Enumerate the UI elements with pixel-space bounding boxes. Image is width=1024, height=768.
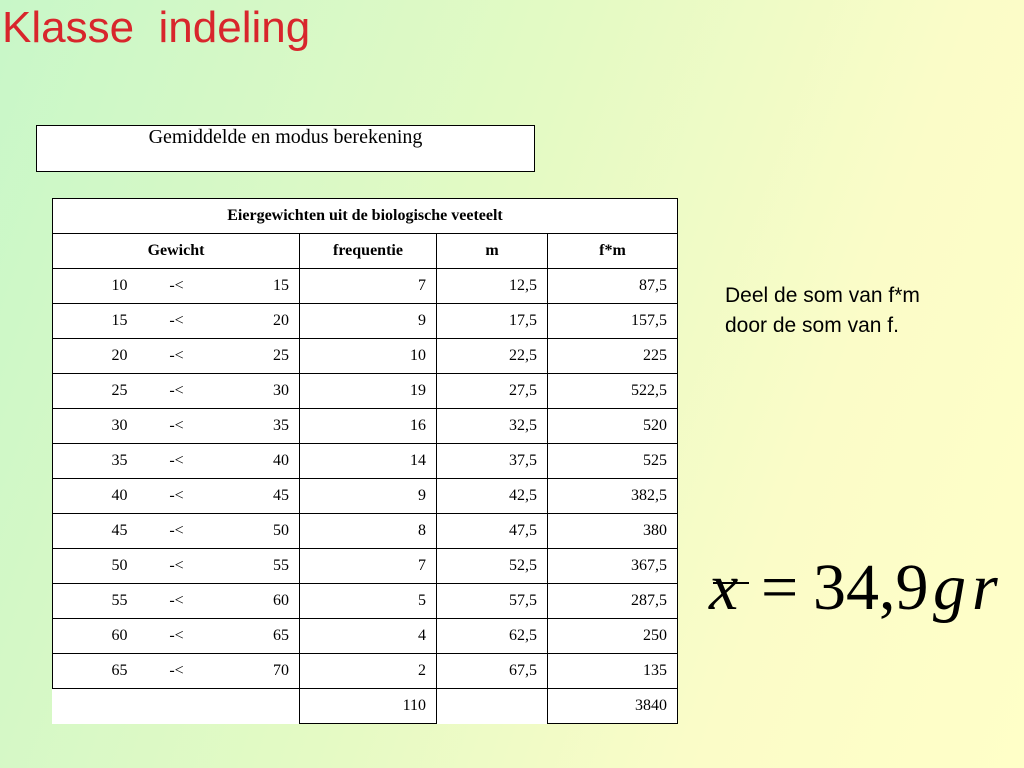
class-lower: 65 bbox=[53, 654, 138, 689]
class-lower: 10 bbox=[53, 269, 138, 304]
subtitle-box bbox=[36, 125, 535, 172]
class-lower: 30 bbox=[53, 409, 138, 444]
midpoint-cell: 32,5 bbox=[437, 409, 548, 444]
mean-value: 34,9 bbox=[813, 551, 929, 624]
class-upper: 50 bbox=[216, 514, 300, 549]
slide-title: Klasse indeling bbox=[2, 3, 311, 52]
class-upper: 20 bbox=[216, 304, 300, 339]
class-separator: -< bbox=[138, 479, 216, 514]
table-row bbox=[53, 479, 678, 514]
table-row bbox=[53, 409, 678, 444]
frequency-cell: 14 bbox=[300, 444, 437, 479]
table-row bbox=[53, 654, 678, 689]
class-lower: 40 bbox=[53, 479, 138, 514]
frequency-cell: 4 bbox=[300, 619, 437, 654]
class-upper: 65 bbox=[216, 619, 300, 654]
midpoint-cell: 22,5 bbox=[437, 339, 548, 374]
class-lower: 20 bbox=[53, 339, 138, 374]
product-cell: 522,5 bbox=[548, 374, 678, 409]
class-separator: -< bbox=[138, 374, 216, 409]
class-separator: -< bbox=[138, 549, 216, 584]
class-separator: -< bbox=[138, 654, 216, 689]
product-cell: 225 bbox=[548, 339, 678, 374]
product-cell: 287,5 bbox=[548, 584, 678, 619]
midpoint-cell: 17,5 bbox=[437, 304, 548, 339]
frequency-cell: 8 bbox=[300, 514, 437, 549]
class-separator: -< bbox=[138, 409, 216, 444]
class-lower: 25 bbox=[53, 374, 138, 409]
class-upper: 30 bbox=[216, 374, 300, 409]
table-row bbox=[53, 269, 678, 304]
mean-formula bbox=[705, 551, 1015, 648]
frequency-cell: 7 bbox=[300, 269, 437, 304]
class-separator: -< bbox=[138, 514, 216, 549]
total-fm: 3840 bbox=[548, 689, 678, 724]
class-upper: 60 bbox=[216, 584, 300, 619]
equals-sign: = bbox=[761, 551, 799, 624]
class-separator: -< bbox=[138, 269, 216, 304]
product-cell: 525 bbox=[548, 444, 678, 479]
mean-symbol: x bbox=[709, 551, 739, 624]
class-separator: -< bbox=[138, 304, 216, 339]
product-cell: 520 bbox=[548, 409, 678, 444]
table-row bbox=[53, 514, 678, 549]
class-separator: -< bbox=[138, 339, 216, 374]
product-cell: 380 bbox=[548, 514, 678, 549]
table-row bbox=[53, 339, 678, 374]
midpoint-cell: 67,5 bbox=[437, 654, 548, 689]
class-lower: 45 bbox=[53, 514, 138, 549]
midpoint-cell: 57,5 bbox=[437, 584, 548, 619]
header-fm: f*m bbox=[548, 234, 678, 269]
class-lower: 15 bbox=[53, 304, 138, 339]
class-upper: 55 bbox=[216, 549, 300, 584]
class-separator: -< bbox=[138, 444, 216, 479]
class-lower: 60 bbox=[53, 619, 138, 654]
frequency-cell: 2 bbox=[300, 654, 437, 689]
class-upper: 25 bbox=[216, 339, 300, 374]
class-upper: 45 bbox=[216, 479, 300, 514]
class-separator: -< bbox=[138, 619, 216, 654]
midpoint-cell: 52,5 bbox=[437, 549, 548, 584]
midpoint-cell: 27,5 bbox=[437, 374, 548, 409]
frequency-cell: 5 bbox=[300, 584, 437, 619]
class-separator: -< bbox=[138, 584, 216, 619]
midpoint-cell: 12,5 bbox=[437, 269, 548, 304]
header-frequentie: frequentie bbox=[300, 234, 437, 269]
frequency-cell: 7 bbox=[300, 549, 437, 584]
frequency-cell: 16 bbox=[300, 409, 437, 444]
side-note: Deel de som van f*m door de som van f. bbox=[725, 284, 920, 337]
header-m: m bbox=[437, 234, 548, 269]
mean-unit: gr bbox=[933, 551, 1004, 624]
table-row bbox=[53, 549, 678, 584]
class-upper: 15 bbox=[216, 269, 300, 304]
class-lower: 35 bbox=[53, 444, 138, 479]
frequency-cell: 10 bbox=[300, 339, 437, 374]
table-row bbox=[53, 304, 678, 339]
frequency-cell: 9 bbox=[300, 479, 437, 514]
product-cell: 382,5 bbox=[548, 479, 678, 514]
totals-row bbox=[53, 689, 678, 724]
frequency-table bbox=[52, 198, 678, 724]
class-lower: 55 bbox=[53, 584, 138, 619]
product-cell: 367,5 bbox=[548, 549, 678, 584]
product-cell: 250 bbox=[548, 619, 678, 654]
table-row bbox=[53, 374, 678, 409]
subtitle-text: Gemiddelde en modus berekening bbox=[148, 126, 423, 148]
product-cell: 87,5 bbox=[548, 269, 678, 304]
midpoint-cell: 62,5 bbox=[437, 619, 548, 654]
class-upper: 70 bbox=[216, 654, 300, 689]
table-row bbox=[53, 584, 678, 619]
class-upper: 40 bbox=[216, 444, 300, 479]
frequency-cell: 9 bbox=[300, 304, 437, 339]
midpoint-cell: 42,5 bbox=[437, 479, 548, 514]
class-upper: 35 bbox=[216, 409, 300, 444]
product-cell: 157,5 bbox=[548, 304, 678, 339]
table-row bbox=[53, 619, 678, 654]
frequency-cell: 19 bbox=[300, 374, 437, 409]
class-lower: 50 bbox=[53, 549, 138, 584]
midpoint-cell: 47,5 bbox=[437, 514, 548, 549]
product-cell: 135 bbox=[548, 654, 678, 689]
header-gewicht: Gewicht bbox=[53, 234, 300, 269]
table-row bbox=[53, 444, 678, 479]
table-caption: Eiergewichten uit de biologische veeteelt bbox=[53, 199, 678, 234]
midpoint-cell: 37,5 bbox=[437, 444, 548, 479]
total-frequentie: 110 bbox=[300, 689, 437, 724]
